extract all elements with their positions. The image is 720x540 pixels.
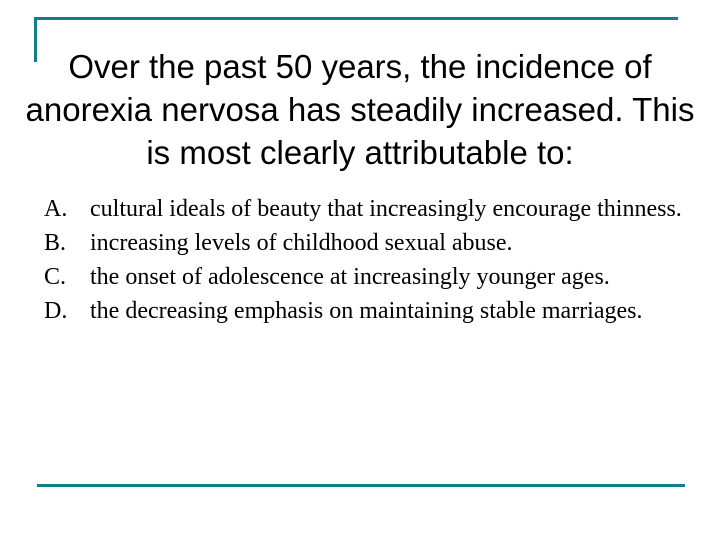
option-letter: C. [44,264,67,290]
question-text: Over the past 50 years, the incidence of anorexia nervosa has steadily increased. This is most clearly attributable to: [25,48,695,171]
option-c [44,260,694,294]
option-letter: B. [44,230,67,256]
answer-options-list [44,192,694,328]
top-border-line [34,17,678,20]
option-text: increasing levels of childhood sexual abuse. [90,230,513,256]
option-b [44,226,694,260]
bottom-border-line [37,484,685,487]
option-text: the onset of adolescence at increasingly younger ages. [90,264,610,290]
option-d [44,294,694,328]
option-a [44,192,694,226]
option-text: cultural ideals of beauty that increasingly encourage thinness. [90,196,682,222]
option-letter: A. [44,196,68,222]
option-letter: D. [44,298,68,324]
option-text: the decreasing emphasis on maintaining stable marriages. [90,298,643,324]
